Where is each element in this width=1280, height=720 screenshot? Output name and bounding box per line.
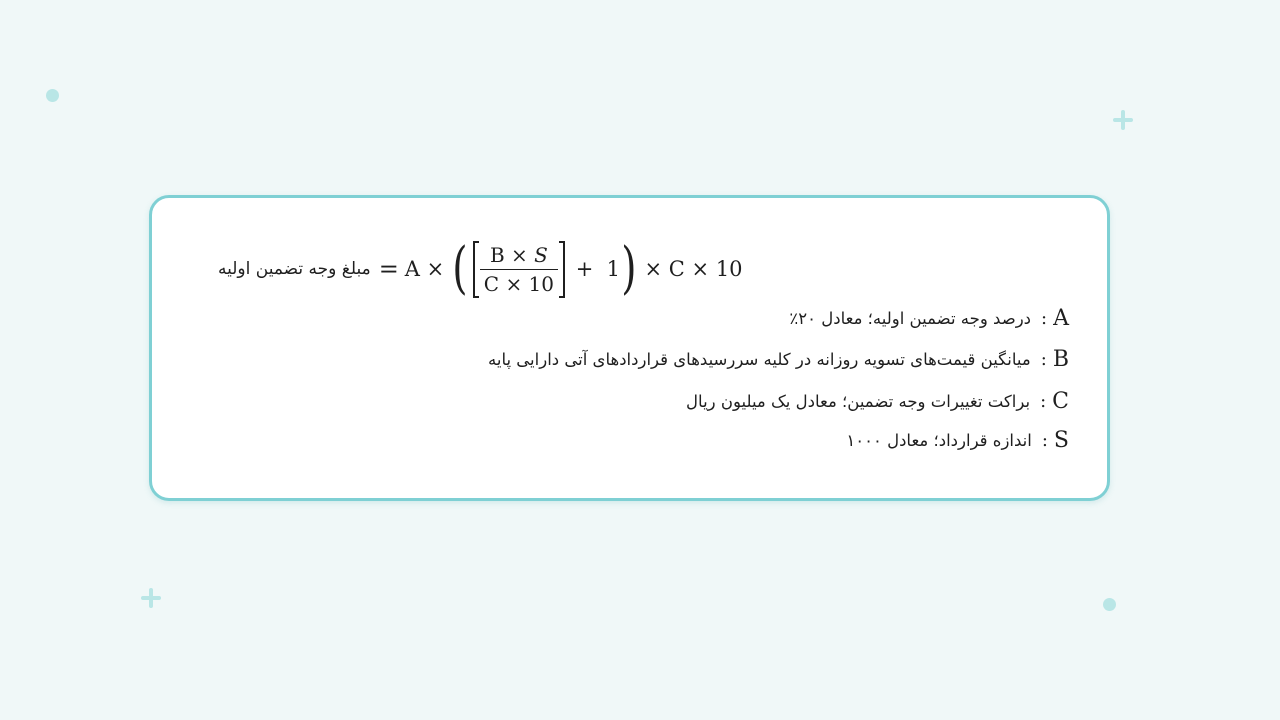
equals-sign: =	[378, 255, 399, 283]
definition-text: میانگین قیمت‌های تسویه روزانه در کلیه سررسیدهای قراردادهای آتی دارایی پایه	[488, 349, 1031, 369]
definition-colon: :	[1040, 348, 1047, 370]
fraction	[478, 241, 560, 298]
decorative-plus-icon	[141, 588, 161, 608]
definition-c	[686, 386, 1069, 416]
definition-colon: :	[1041, 429, 1048, 451]
decorative-plus-icon	[1113, 110, 1133, 130]
fraction-denominator: C × 10	[480, 269, 558, 296]
formula-label: مبلغ وجه تضمین اولیه	[218, 259, 371, 279]
definition-a	[789, 303, 1069, 333]
bracket-group	[473, 241, 565, 298]
formula-suffix: × C × 10	[637, 257, 743, 281]
definition-colon: :	[1040, 390, 1047, 412]
definition-s	[846, 425, 1069, 455]
definition-letter: A	[1053, 305, 1069, 331]
definition-letter: B	[1052, 346, 1069, 372]
numerator-variable: S	[534, 242, 548, 267]
definition-text: درصد وجه تضمین اولیه؛ معادل ۲۰٪	[789, 308, 1032, 328]
definition-text: براکت تغییرات وجه تضمین؛ معادل یک میلیون ریال	[686, 391, 1031, 411]
decorative-dot	[46, 89, 59, 102]
definition-letter: C	[1052, 388, 1069, 414]
numerator-left: B ×	[489, 242, 535, 267]
open-paren: (	[452, 236, 468, 301]
definition-text: اندازه قرارداد؛ معادل ۱۰۰۰	[846, 430, 1032, 450]
definition-colon: :	[1041, 307, 1048, 329]
definition-letter: S	[1053, 427, 1069, 453]
decorative-dot	[1103, 598, 1116, 611]
close-paren: )	[621, 236, 637, 301]
fraction-numerator	[486, 243, 552, 269]
definition-b	[488, 344, 1069, 374]
formula-prefix: A ×	[404, 257, 451, 281]
plus-one: + 1	[569, 257, 620, 281]
margin-formula	[218, 234, 743, 304]
